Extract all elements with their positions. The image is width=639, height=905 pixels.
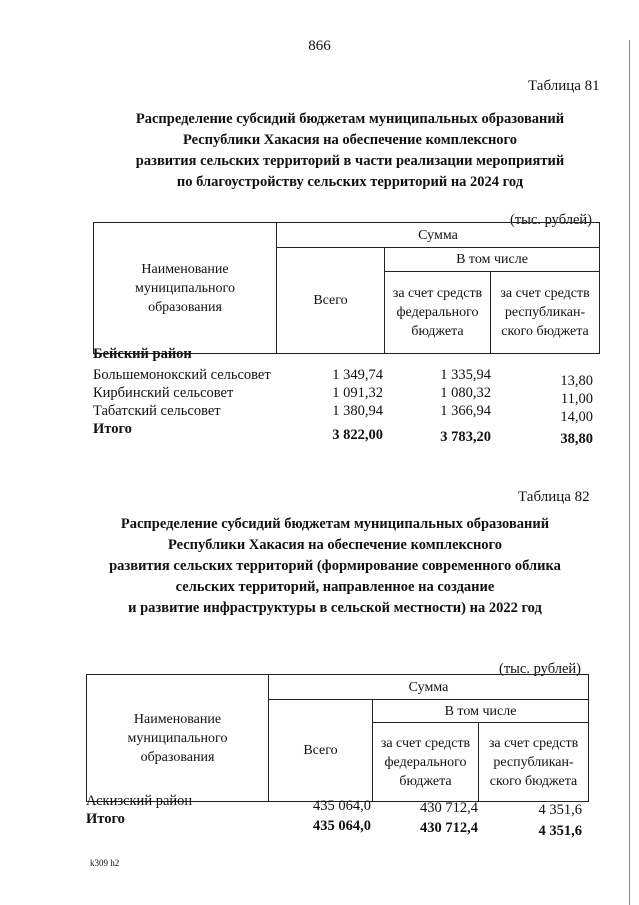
table-81-label: Таблица 81 [528,78,600,94]
row-federal: 1 080,32 [440,385,491,401]
table-81-title [60,109,639,193]
header-including: В том числе [385,248,600,272]
row-republic: 14,00 [560,409,593,425]
row-total: 1 349,74 [332,367,383,383]
district-name: Бейский район [93,346,192,362]
header-total: Всего [269,700,373,802]
table-81-title-line: по благоустройству сельских территорий на 2024 год [176,174,524,190]
footer-code: k309 h2 [90,858,120,868]
summary-republic: 4 351,6 [538,823,582,839]
header-name-column: Наименование муниципального образования [87,675,269,802]
table-82-header [86,674,589,802]
table-81-header [93,222,600,354]
summary-republic: 38,80 [560,431,593,447]
row-republic: 4 351,6 [538,802,582,818]
row-total: 435 064,0 [313,798,371,814]
summary-name: Итого [86,811,125,827]
row-federal: 430 712,4 [420,800,478,816]
header-republic: за счет средств республикан-ского бюджета [491,272,600,354]
row-name: Табатский сельсовет [93,403,221,419]
header-federal: за счет средств федерального бюджета [373,723,479,802]
summary-federal: 3 783,20 [440,429,491,445]
table-81-units: (тыс. рублей) [510,212,592,228]
header-including: В том числе [373,700,589,723]
row-total: 1 380,94 [332,403,383,419]
row-name: Большемонокский сельсовет [93,367,271,383]
header-republic: за счет средств республикан-ского бюджета [479,723,589,802]
summary-total: 3 822,00 [332,427,383,443]
table-81-title-line: Распределение субсидий бюджетам муниципальных образований [135,111,565,127]
table-82-title [40,514,630,619]
table-82-title-line: Республики Хакасия на обеспечение комплексного [167,537,503,553]
header-total: Всего [277,248,385,354]
table-82-label: Таблица 82 [518,489,590,505]
row-federal: 1 366,94 [440,403,491,419]
table-82-title-line: сельских территорий, направленное на создание [175,579,495,595]
row-republic: 11,00 [560,391,593,407]
table-81-title-line: развития сельских территорий в части реализации мероприятий [135,153,565,169]
header-federal: за счет средств федерального бюджета [385,272,491,354]
summary-total: 435 064,0 [313,818,371,834]
row-total: 1 091,32 [332,385,383,401]
summary-name: Итого [93,421,132,437]
table-82-title-line: развития сельских территорий (формирование современного облика [109,558,561,574]
header-sum: Сумма [277,223,600,248]
table-82-title-line: и развитие инфраструктуры в сельской местности) на 2022 год [128,600,542,616]
row-republic: 13,80 [560,373,593,389]
table-82-units: (тыс. рублей) [499,661,581,677]
row-federal: 1 335,94 [440,367,491,383]
summary-federal: 430 712,4 [420,820,478,836]
table-81-title-line: Республики Хакасия на обеспечение комплексного [182,132,518,148]
row-name: Аскизский район [86,793,193,809]
page-number: 866 [308,38,331,54]
row-name: Кирбинский сельсовет [93,385,234,401]
table-82-title-line: Распределение субсидий бюджетам муниципальных образований [120,516,550,532]
header-sum: Сумма [269,675,589,700]
header-name-column: Наименование муниципального образования [94,223,277,354]
